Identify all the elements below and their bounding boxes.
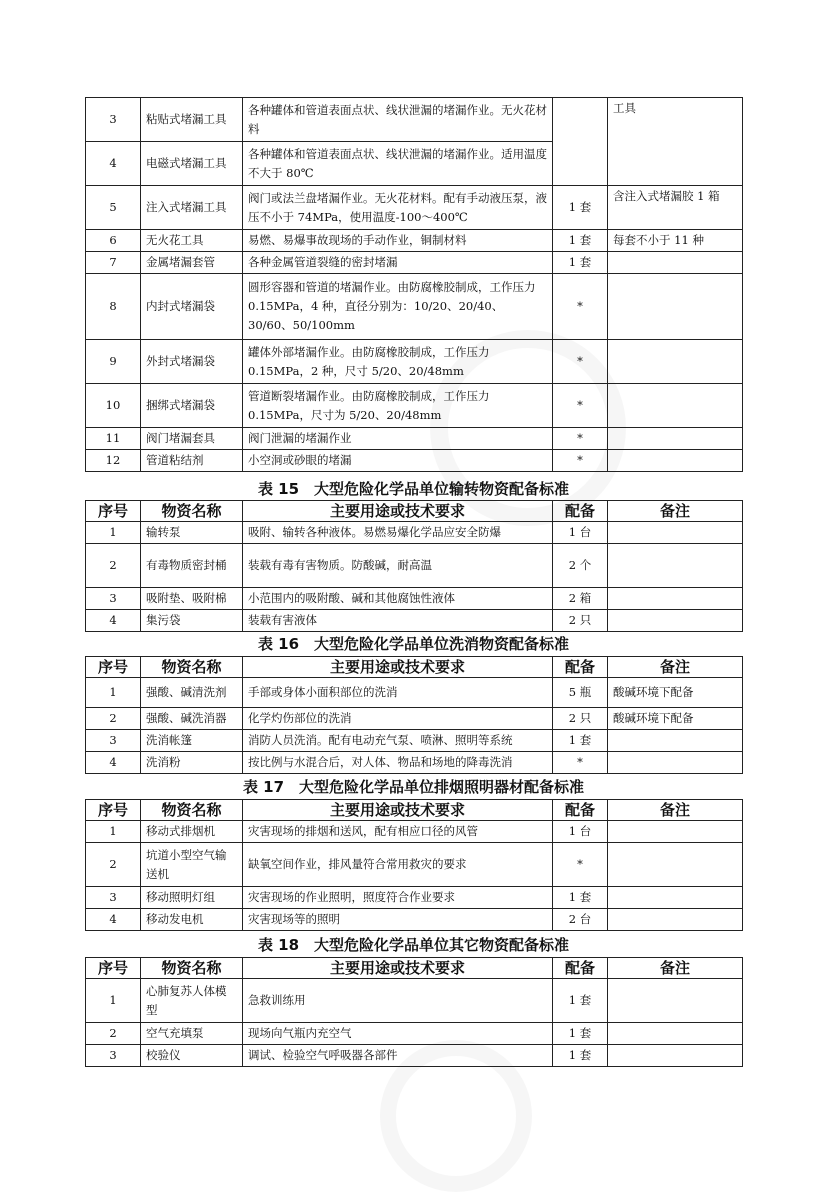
table-row (86, 428, 743, 450)
row-number: 5 (86, 186, 141, 230)
item-quantity: 2 只 (553, 610, 608, 632)
item-note (608, 450, 743, 472)
item-name: 洗消粉 (141, 752, 243, 774)
column-header-quantity: 配备 (553, 800, 608, 821)
item-description: 小范围内的吸附酸、碱和其他腐蚀性液体 (243, 588, 553, 610)
column-header-note: 备注 (608, 657, 743, 678)
item-note: 工具 (608, 98, 743, 186)
item-name: 吸附垫、吸附棉 (141, 588, 243, 610)
item-note (608, 610, 743, 632)
column-header-note: 备注 (608, 501, 743, 522)
item-name: 坑道小型空气输送机 (141, 843, 243, 887)
item-name: 金属堵漏套管 (141, 252, 243, 274)
item-description: 吸附、输转各种液体。易燃易爆化学品应安全防爆 (243, 522, 553, 544)
table-row (86, 230, 743, 252)
row-number: 4 (86, 142, 141, 186)
item-description: 化学灼伤部位的洗消 (243, 708, 553, 730)
column-header-quantity: 配备 (553, 657, 608, 678)
item-name: 心肺复苏人体模型 (141, 979, 243, 1023)
table-header-row (86, 657, 743, 678)
item-quantity (553, 98, 608, 186)
item-name: 移动式排烟机 (141, 821, 243, 843)
item-description: 管道断裂堵漏作业。由防腐橡胶制成，工作压力 0.15MPa，尺寸为 5/20、20/48mm (243, 384, 553, 428)
row-number: 3 (86, 887, 141, 909)
item-description: 现场向气瓶内充空气 (243, 1023, 553, 1045)
item-description: 按比例与水混合后，对人体、物品和场地的降毒洗消 (243, 752, 553, 774)
item-name: 强酸、碱洗消器 (141, 708, 243, 730)
row-number: 1 (86, 678, 141, 708)
table-row (86, 843, 743, 887)
item-description: 手部或身体小面积部位的洗消 (243, 678, 553, 708)
item-quantity: 1 套 (553, 730, 608, 752)
column-header-note: 备注 (608, 958, 743, 979)
column-header-note: 备注 (608, 800, 743, 821)
table-row (86, 522, 743, 544)
row-number: 1 (86, 979, 141, 1023)
column-header-description: 主要用途或技术要求 (243, 501, 553, 522)
item-description: 灾害现场的排烟和送风，配有相应口径的风管 (243, 821, 553, 843)
column-header-name: 物资名称 (141, 958, 243, 979)
table-row (86, 1023, 743, 1045)
column-header-description: 主要用途或技术要求 (243, 958, 553, 979)
item-name: 电磁式堵漏工具 (141, 142, 243, 186)
item-quantity: * (553, 843, 608, 887)
item-quantity: 1 台 (553, 522, 608, 544)
item-name: 有毒物质密封桶 (141, 544, 243, 588)
table-row (86, 340, 743, 384)
column-header-description: 主要用途或技术要求 (243, 800, 553, 821)
table-row (86, 98, 743, 142)
table-header-row (86, 958, 743, 979)
item-note (608, 384, 743, 428)
item-quantity: 2 只 (553, 708, 608, 730)
item-description: 急救训练用 (243, 979, 553, 1023)
item-quantity: * (553, 274, 608, 340)
item-note (608, 821, 743, 843)
column-header-description: 主要用途或技术要求 (243, 657, 553, 678)
row-number: 3 (86, 730, 141, 752)
table-header-row (86, 800, 743, 821)
item-name: 输转泵 (141, 522, 243, 544)
table-17-title: 表 17 大型危险化学品单位排烟照明器材配备标准 (242, 778, 585, 796)
table-row (86, 450, 743, 472)
item-note: 每套不小于 11 种 (608, 230, 743, 252)
row-number: 8 (86, 274, 141, 340)
table-row (86, 252, 743, 274)
row-number: 11 (86, 428, 141, 450)
item-note (608, 274, 743, 340)
table-17 (85, 799, 743, 931)
item-quantity: 1 台 (553, 821, 608, 843)
table-row (86, 909, 743, 931)
item-note (608, 522, 743, 544)
table-18 (85, 957, 743, 1067)
item-note (608, 252, 743, 274)
item-name: 注入式堵漏工具 (141, 186, 243, 230)
item-name: 洗消帐篷 (141, 730, 243, 752)
table-14-continued (85, 97, 743, 472)
item-quantity: 1 套 (553, 979, 608, 1023)
table-15 (85, 500, 743, 632)
table-row (86, 979, 743, 1023)
row-number: 6 (86, 230, 141, 252)
item-name: 粘贴式堵漏工具 (141, 98, 243, 142)
item-quantity: 1 套 (553, 252, 608, 274)
item-description: 小空洞或砂眼的堵漏 (243, 450, 553, 472)
item-description: 各种罐体和管道表面点状、线状泄漏的堵漏作业。适用温度不大于 80℃ (243, 142, 553, 186)
table-row (86, 384, 743, 428)
item-note (608, 730, 743, 752)
item-name: 管道粘结剂 (141, 450, 243, 472)
item-note: 酸碱环境下配备 (608, 708, 743, 730)
item-quantity: 1 套 (553, 230, 608, 252)
row-number: 3 (86, 1045, 141, 1067)
row-number: 2 (86, 708, 141, 730)
item-quantity: * (553, 384, 608, 428)
item-quantity: * (553, 340, 608, 384)
item-quantity: 5 瓶 (553, 678, 608, 708)
table-row (86, 678, 743, 708)
row-number: 3 (86, 98, 141, 142)
item-name: 内封式堵漏袋 (141, 274, 243, 340)
item-name: 集污袋 (141, 610, 243, 632)
item-note (608, 428, 743, 450)
item-name: 校验仪 (141, 1045, 243, 1067)
row-number: 1 (86, 821, 141, 843)
item-description: 装载有毒有害物质。防酸碱，耐高温 (243, 544, 553, 588)
row-number: 9 (86, 340, 141, 384)
item-description: 易燃、易爆事故现场的手动作业，铜制材料 (243, 230, 553, 252)
item-description: 各种罐体和管道表面点状、线状泄漏的堵漏作业。无火花材料 (243, 98, 553, 142)
row-number: 2 (86, 544, 141, 588)
row-number: 7 (86, 252, 141, 274)
row-number: 3 (86, 588, 141, 610)
table-row (86, 588, 743, 610)
row-number: 10 (86, 384, 141, 428)
row-number: 12 (86, 450, 141, 472)
item-note (608, 843, 743, 887)
item-quantity: * (553, 752, 608, 774)
item-name: 无火花工具 (141, 230, 243, 252)
item-note (608, 588, 743, 610)
table-row (86, 708, 743, 730)
table-18-title: 表 18 大型危险化学品单位其它物资配备标准 (257, 936, 570, 954)
table-row (86, 610, 743, 632)
item-note: 含注入式堵漏胶 1 箱 (608, 186, 743, 230)
item-description: 调试、检验空气呼吸器各部件 (243, 1045, 553, 1067)
item-description: 罐体外部堵漏作业。由防腐橡胶制成，工作压力 0.15MPa，2 种，尺寸 5/20、20/48mm (243, 340, 553, 384)
table-row (86, 821, 743, 843)
item-note (608, 979, 743, 1023)
table-16-title: 表 16 大型危险化学品单位洗消物资配备标准 (257, 635, 570, 653)
column-header-number: 序号 (86, 657, 141, 678)
item-note (608, 1045, 743, 1067)
item-quantity: 1 套 (553, 1023, 608, 1045)
item-description: 圆形容器和管道的堵漏作业。由防腐橡胶制成，工作压力 0.15MPa，4 种，直径分别为：10/20、20/40、30/60、50/100mm (243, 274, 553, 340)
table-row (86, 730, 743, 752)
item-note (608, 1023, 743, 1045)
item-name: 捆绑式堵漏袋 (141, 384, 243, 428)
item-description: 缺氧空间作业，排风量符合常用救灾的要求 (243, 843, 553, 887)
item-quantity: 1 套 (553, 1045, 608, 1067)
item-quantity: 2 箱 (553, 588, 608, 610)
row-number: 4 (86, 909, 141, 931)
item-note (608, 909, 743, 931)
item-description: 灾害现场的作业照明，照度符合作业要求 (243, 887, 553, 909)
item-description: 阀门或法兰盘堵漏作业。无火花材料。配有手动液压泵，液压不小于 74MPa，使用温度-100～400℃ (243, 186, 553, 230)
column-header-quantity: 配备 (553, 958, 608, 979)
column-header-name: 物资名称 (141, 800, 243, 821)
table-row (86, 1045, 743, 1067)
item-description: 消防人员洗消。配有电动充气泵、喷淋、照明等系统 (243, 730, 553, 752)
item-quantity: 2 个 (553, 544, 608, 588)
column-header-number: 序号 (86, 800, 141, 821)
item-name: 阀门堵漏套具 (141, 428, 243, 450)
table-row (86, 752, 743, 774)
item-description: 灾害现场等的照明 (243, 909, 553, 931)
column-header-name: 物资名称 (141, 501, 243, 522)
row-number: 1 (86, 522, 141, 544)
item-note (608, 340, 743, 384)
item-note (608, 544, 743, 588)
item-name: 空气充填泵 (141, 1023, 243, 1045)
row-number: 4 (86, 752, 141, 774)
item-note (608, 752, 743, 774)
item-quantity: * (553, 450, 608, 472)
row-number: 2 (86, 1023, 141, 1045)
table-header-row (86, 501, 743, 522)
row-number: 4 (86, 610, 141, 632)
item-quantity: * (553, 428, 608, 450)
item-note (608, 887, 743, 909)
item-name: 外封式堵漏袋 (141, 340, 243, 384)
item-description: 阀门泄漏的堵漏作业 (243, 428, 553, 450)
table-row (86, 887, 743, 909)
table-row (86, 186, 743, 230)
item-description: 装载有害液体 (243, 610, 553, 632)
column-header-number: 序号 (86, 501, 141, 522)
item-name: 移动照明灯组 (141, 887, 243, 909)
item-quantity: 1 套 (553, 186, 608, 230)
column-header-number: 序号 (86, 958, 141, 979)
item-note: 酸碱环境下配备 (608, 678, 743, 708)
table-16 (85, 656, 743, 774)
item-quantity: 1 套 (553, 887, 608, 909)
table-15-title: 表 15 大型危险化学品单位输转物资配备标准 (257, 480, 570, 498)
column-header-name: 物资名称 (141, 657, 243, 678)
column-header-quantity: 配备 (553, 501, 608, 522)
item-name: 移动发电机 (141, 909, 243, 931)
item-quantity: 2 台 (553, 909, 608, 931)
item-name: 强酸、碱清洗剂 (141, 678, 243, 708)
row-number: 2 (86, 843, 141, 887)
item-description: 各种金属管道裂缝的密封堵漏 (243, 252, 553, 274)
table-row (86, 274, 743, 340)
table-row (86, 544, 743, 588)
